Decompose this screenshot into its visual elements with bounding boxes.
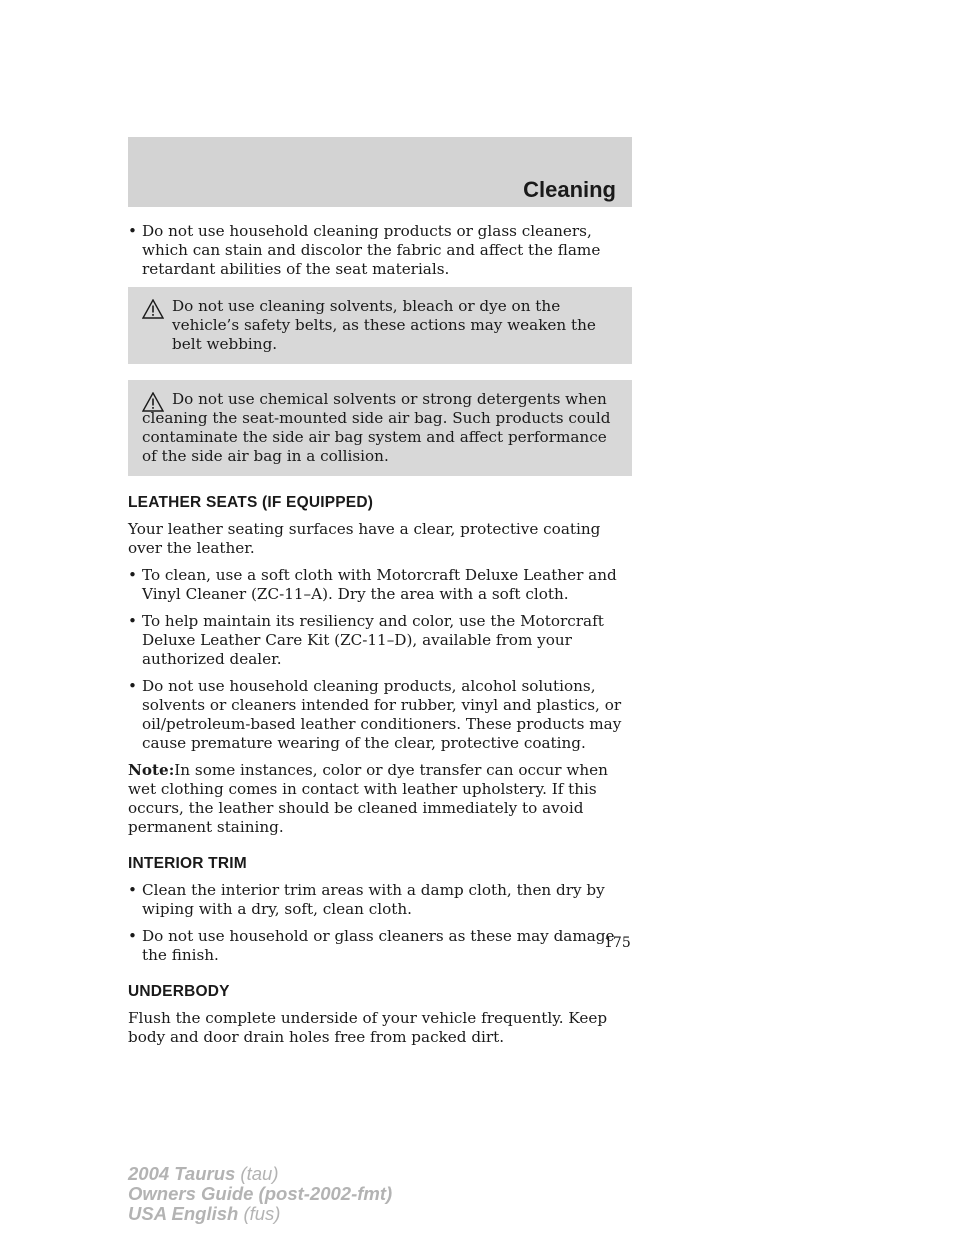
warning-triangle-icon — [142, 299, 164, 319]
interior-trim-heading: INTERIOR TRIM — [128, 855, 247, 872]
underbody-text: Flush the complete underside of your vehicle frequently. Keep body and door drain holes free from packed dirt. — [128, 1009, 608, 1046]
leather-heading: LEATHER SEATS (IF EQUIPPED) — [128, 494, 374, 511]
leather-note — [128, 761, 632, 837]
list-item — [128, 927, 632, 965]
bullet-text: Do not use household or glass cleaners as these may damage the finish. — [142, 927, 615, 964]
footer-line-language: USA English (fus) — [128, 1203, 281, 1224]
bullet-text: Do not use household cleaning products, alcohol solutions, solvents or cleaners intended for rubber, vinyl and plastics, or oil/petroleum-based leather conditioners. These products may cause premature wearing of the clear, protective coating. — [142, 677, 622, 752]
bullet-dot: • — [128, 927, 137, 945]
section-header-band — [128, 137, 632, 207]
bullet-dot: • — [128, 881, 137, 899]
warning-triangle-icon — [142, 392, 164, 412]
warning-box — [128, 380, 632, 476]
page-number: 175 — [604, 935, 631, 951]
document-footer — [128, 1164, 392, 1224]
bullet-text: Clean the interior trim areas with a damp cloth, then dry by wiping with a dry, soft, clean cloth. — [142, 881, 605, 918]
list-item — [128, 612, 632, 669]
note-text: In some instances, color or dye transfer can occur when wet clothing comes in contact with leather upholstery. If this occurs, the leather should be cleaned immediately to avoid permanent staining. — [128, 761, 608, 836]
note-label: Note: — [128, 761, 175, 779]
bullet-dot: • — [128, 566, 137, 584]
warning-text: Do not use chemical solvents or strong detergents when cleaning the seat-mounted side air bag. Such products could contaminate the side air bag system and affect performance of the side air bag in a collision. — [142, 390, 611, 465]
bullet-dot: • — [128, 677, 137, 695]
bullet-text: To help maintain its resiliency and color, use the Motorcraft Deluxe Leather Care Kit (ZC-11–D), available from your authorized dealer. — [142, 612, 604, 668]
warning-text: Do not use cleaning solvents, bleach or dye on the vehicle’s safety belts, as these actions may weaken the belt webbing. — [172, 297, 596, 353]
leather-intro: Your leather seating surfaces have a clear, protective coating over the leather. — [128, 520, 601, 557]
footer-line-guide: Owners Guide (post-2002-fmt) — [128, 1183, 393, 1204]
bullet-dot: • — [128, 222, 137, 240]
bullet-dot: • — [128, 612, 137, 630]
footer-line-model: 2004 Taurus (tau) — [128, 1163, 279, 1184]
interior-bullet-list — [128, 881, 632, 965]
list-item — [128, 881, 632, 919]
list-item — [128, 566, 632, 604]
bullet-text: Do not use household cleaning products or glass cleaners, which can stain and discolor the fabric and affect the flame retardant abilities of the seat materials. — [142, 222, 601, 278]
section-title: Cleaning — [523, 177, 616, 202]
leather-bullet-list — [128, 566, 632, 753]
page-body — [128, 222, 632, 1055]
bullet-text: To clean, use a soft cloth with Motorcraft Deluxe Leather and Vinyl Cleaner (ZC-11–A). Dry the area with a soft cloth. — [142, 566, 617, 603]
list-item — [128, 677, 632, 753]
list-item — [128, 222, 632, 279]
underbody-heading: UNDERBODY — [128, 983, 230, 1000]
intro-bullet-list — [128, 222, 632, 279]
warning-box — [128, 287, 632, 364]
